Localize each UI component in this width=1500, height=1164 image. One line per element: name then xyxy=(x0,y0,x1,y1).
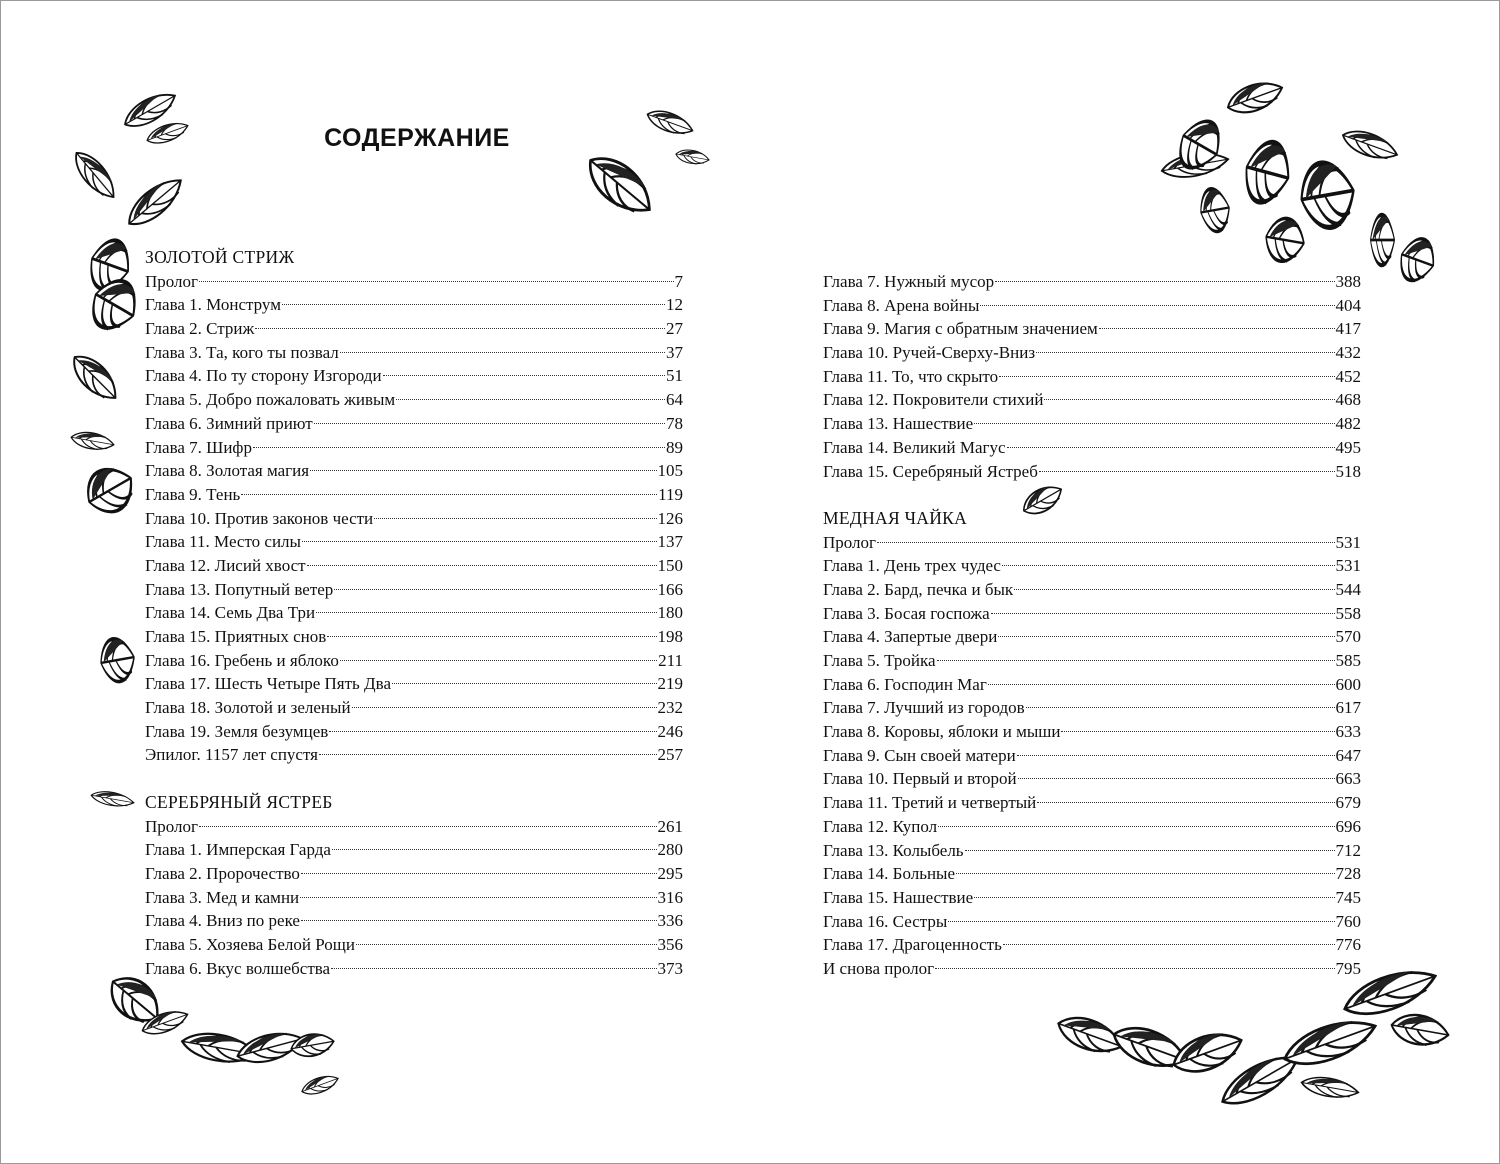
toc-entry xyxy=(823,886,1361,910)
dot-leader xyxy=(1037,802,1334,803)
entry-title: Глава 12. Купол xyxy=(823,816,938,836)
toc-entry xyxy=(823,649,1361,673)
entry-page-number: 373 xyxy=(657,958,683,978)
entry-page-number: 336 xyxy=(657,911,683,931)
entry-title: Пролог xyxy=(145,816,199,836)
dot-leader xyxy=(956,873,1334,874)
entry-title: Глава 11. Третий и четвертый xyxy=(823,793,1037,813)
toc-entry xyxy=(145,743,683,767)
toc-entry xyxy=(145,554,683,578)
toc-entry xyxy=(823,744,1361,768)
toc-entry xyxy=(145,957,683,981)
entry-page-number: 78 xyxy=(666,413,683,433)
entry-page-number: 246 xyxy=(657,721,683,741)
entry-title: Глава 1. Имперская Гарда xyxy=(145,840,331,860)
entry-title: Глава 11. Место силы xyxy=(145,532,301,552)
dot-leader xyxy=(329,731,656,732)
toc-entry xyxy=(823,910,1361,934)
entry-title: Глава 9. Сын своей матери xyxy=(823,745,1016,765)
dot-leader xyxy=(356,944,657,945)
entry-page-number: 617 xyxy=(1335,698,1361,718)
entry-page-number: 64 xyxy=(666,390,683,410)
entry-page-number: 316 xyxy=(657,887,683,907)
leaf-icon xyxy=(1370,205,1395,275)
entry-page-number: 570 xyxy=(1335,627,1361,647)
entry-page-number: 585 xyxy=(1335,651,1361,670)
dot-leader xyxy=(316,612,656,613)
entry-page-number: 776 xyxy=(1335,935,1361,955)
toc-entry xyxy=(823,767,1361,791)
entry-page-number: 180 xyxy=(657,603,683,623)
dot-leader xyxy=(310,470,656,471)
entry-title: Глава 6. Господин Маг xyxy=(823,674,987,694)
dot-leader xyxy=(1039,471,1335,472)
entry-title: Глава 5. Добро пожаловать живым xyxy=(145,390,396,410)
toc-right-column xyxy=(823,270,1361,981)
entry-title: Глава 9. Тень xyxy=(145,484,241,504)
entry-page-number: 495 xyxy=(1335,437,1361,457)
toc-entry xyxy=(823,412,1361,436)
dot-leader xyxy=(1026,707,1335,708)
dot-leader xyxy=(1044,399,1334,400)
entry-page-number: 7 xyxy=(674,271,683,291)
section-heading: ЗОЛОТОЙ СТРИЖ xyxy=(145,247,295,267)
entry-title: И снова пролог xyxy=(823,958,935,978)
dot-leader xyxy=(300,897,656,898)
entry-page-number: 600 xyxy=(1335,674,1361,694)
entry-title: Глава 7. Нужный мусор xyxy=(823,272,995,291)
toc-entry xyxy=(145,815,683,839)
entry-page-number: 105 xyxy=(657,461,683,481)
entry-title: Пролог xyxy=(145,271,199,291)
entry-title: Глава 3. Та, кого ты позвал xyxy=(145,342,339,362)
dot-leader xyxy=(999,376,1334,377)
entry-title: Глава 13. Колыбель xyxy=(823,840,964,860)
entry-title: Глава 7. Лучший из городов xyxy=(823,698,1025,718)
toc-entry xyxy=(823,673,1361,697)
dot-leader xyxy=(948,921,1334,922)
entry-page-number: 388 xyxy=(1335,272,1361,291)
toc-entry xyxy=(145,696,683,720)
entry-title: Глава 7. Шифр xyxy=(145,437,252,457)
entry-page-number: 219 xyxy=(657,674,683,694)
toc-entry xyxy=(823,720,1361,744)
toc-entry xyxy=(145,436,683,460)
entry-page-number: 51 xyxy=(666,366,683,386)
toc-entry xyxy=(145,317,683,341)
toc-entry xyxy=(145,388,683,412)
entry-page-number: 37 xyxy=(666,342,683,362)
entry-page-number: 663 xyxy=(1335,769,1361,789)
entry-page-number: 728 xyxy=(1335,864,1361,884)
toc-entry xyxy=(145,530,683,554)
toc-entry xyxy=(823,933,1361,957)
entry-page-number: 137 xyxy=(657,532,683,552)
entry-title: Глава 8. Коровы, яблоки и мыши xyxy=(823,722,1061,742)
entry-title: Глава 14. Семь Два Три xyxy=(145,603,316,623)
dot-leader xyxy=(980,305,1334,306)
entry-title: Глава 2. Стриж xyxy=(145,319,255,339)
toc-entry xyxy=(823,862,1361,886)
dot-leader xyxy=(301,873,657,874)
toc-entry xyxy=(145,341,683,365)
toc-entry xyxy=(145,625,683,649)
entry-page-number: 531 xyxy=(1335,556,1361,576)
dot-leader xyxy=(396,399,665,400)
entry-title: Глава 5. Тройка xyxy=(823,651,936,670)
toc-entry xyxy=(145,909,683,933)
toc-entry xyxy=(145,933,683,957)
entry-title: Глава 10. Ручей-Сверху-Вниз xyxy=(823,343,1036,363)
entry-title: Глава 3. Мед и камни xyxy=(145,887,300,907)
entry-page-number: 150 xyxy=(657,555,683,575)
dot-leader xyxy=(352,707,657,708)
toc-entry xyxy=(145,364,683,388)
entry-title: Эпилог. 1157 лет спустя xyxy=(145,745,318,765)
dot-leader xyxy=(374,518,656,519)
dot-leader xyxy=(995,281,1334,282)
entry-title: Глава 2. Бард, печка и бык xyxy=(823,579,1014,599)
entry-title: Глава 6. Вкус волшебства xyxy=(145,958,331,978)
entry-title: Глава 14. Больные xyxy=(823,864,956,884)
dot-leader xyxy=(1002,565,1335,566)
entry-page-number: 119 xyxy=(658,484,683,504)
toc-entry xyxy=(823,839,1361,863)
toc-entry xyxy=(823,578,1361,602)
section-heading: СЕРЕБРЯНЫЙ ЯСТРЕБ xyxy=(145,791,333,812)
dot-leader xyxy=(302,541,657,542)
dot-leader xyxy=(1007,447,1335,448)
toc-entry xyxy=(823,436,1361,460)
entry-page-number: 211 xyxy=(658,650,683,670)
entry-page-number: 257 xyxy=(657,745,683,765)
entry-title: Глава 1. День трех чудес xyxy=(823,556,1001,576)
entry-title: Пролог xyxy=(823,532,877,552)
dot-leader xyxy=(938,826,1334,827)
entry-title: Глава 8. Арена войны xyxy=(823,295,980,315)
dot-leader xyxy=(340,352,665,353)
entry-page-number: 696 xyxy=(1335,816,1361,836)
toc-entry xyxy=(823,270,1361,294)
section-heading: МЕДНАЯ ЧАЙКА xyxy=(823,507,968,528)
dot-leader xyxy=(314,423,665,424)
dot-leader xyxy=(988,684,1335,685)
dot-leader xyxy=(1018,778,1335,779)
entry-title: Глава 18. Золотой и зеленый xyxy=(145,698,351,718)
dot-leader xyxy=(1003,944,1335,945)
toc-entry xyxy=(823,317,1361,341)
toc-entry xyxy=(145,578,683,602)
entry-page-number: 468 xyxy=(1335,390,1361,410)
dot-leader xyxy=(974,897,1334,898)
dot-leader xyxy=(319,754,657,755)
entry-page-number: 647 xyxy=(1335,745,1361,765)
entry-title: Глава 8. Золотая магия xyxy=(145,461,310,481)
toc-entry xyxy=(823,294,1361,318)
entry-page-number: 198 xyxy=(657,627,683,646)
entry-page-number: 295 xyxy=(657,863,683,883)
entry-page-number: 452 xyxy=(1335,366,1361,386)
toc-entry xyxy=(823,625,1361,649)
entry-title: Глава 16. Сестры xyxy=(823,911,948,931)
toc-entry xyxy=(823,531,1361,555)
dot-leader xyxy=(877,542,1334,543)
toc-entry xyxy=(823,554,1361,578)
entry-title: Глава 9. Магия с обратным значением xyxy=(823,319,1098,339)
toc-entry xyxy=(145,720,683,744)
entry-page-number: 89 xyxy=(666,437,683,457)
toc-entry xyxy=(145,270,683,294)
entry-title: Глава 15. Нашествие xyxy=(823,887,974,907)
toc-entry xyxy=(145,649,683,673)
dot-leader xyxy=(241,494,657,495)
dot-leader xyxy=(1036,352,1334,353)
entry-page-number: 232 xyxy=(657,698,683,718)
entry-title: Глава 6. Зимний приют xyxy=(145,413,313,433)
entry-title: Глава 17. Драгоценность xyxy=(823,935,1002,955)
toc-entry xyxy=(823,365,1361,389)
entry-title: Глава 4. Запертые двери xyxy=(823,627,998,647)
dot-leader xyxy=(1061,731,1334,732)
dot-leader xyxy=(965,850,1335,851)
dot-leader xyxy=(301,920,657,921)
entry-page-number: 261 xyxy=(657,816,683,836)
dot-leader xyxy=(392,683,657,684)
entry-page-number: 166 xyxy=(657,579,683,599)
dot-leader xyxy=(334,589,656,590)
dot-leader xyxy=(331,968,656,969)
toc-entry xyxy=(145,293,683,317)
entry-title: Глава 15. Серебряный Ястреб xyxy=(823,461,1038,481)
entry-page-number: 558 xyxy=(1335,603,1361,623)
dot-leader xyxy=(255,328,665,329)
entry-page-number: 531 xyxy=(1335,532,1361,552)
dot-leader xyxy=(282,304,665,305)
entry-page-number: 712 xyxy=(1335,840,1361,860)
dot-leader xyxy=(1017,755,1335,756)
toc-entry xyxy=(145,483,683,507)
entry-page-number: 126 xyxy=(657,508,683,528)
entry-title: Глава 2. Пророчество xyxy=(145,863,300,883)
entry-page-number: 679 xyxy=(1335,793,1361,813)
entry-page-number: 482 xyxy=(1335,414,1361,434)
entry-title: Глава 13. Попутный ветер xyxy=(145,579,334,599)
toc-entry xyxy=(823,460,1361,484)
toc-entry xyxy=(145,862,683,886)
page-title: СОДЕРЖАНИЕ xyxy=(324,124,510,152)
dot-leader xyxy=(1014,589,1334,590)
entry-title: Глава 15. Приятных снов xyxy=(145,627,327,646)
entry-page-number: 795 xyxy=(1335,958,1361,978)
entry-title: Глава 12. Покровители стихий xyxy=(823,390,1044,410)
entry-title: Глава 17. Шесть Четыре Пять Два xyxy=(145,674,391,694)
dot-leader xyxy=(327,636,656,637)
toc-entry xyxy=(145,672,683,696)
entry-page-number: 404 xyxy=(1335,295,1361,315)
entry-page-number: 518 xyxy=(1335,461,1361,481)
dot-leader xyxy=(253,447,665,448)
toc-entry xyxy=(823,815,1361,839)
entry-title: Глава 14. Великий Магус xyxy=(823,437,1006,457)
entry-page-number: 633 xyxy=(1335,722,1361,742)
entry-title: Глава 10. Против законов чести xyxy=(145,508,374,528)
toc-entry xyxy=(145,507,683,531)
dot-leader xyxy=(991,613,1335,614)
toc-entry xyxy=(823,957,1361,981)
entry-page-number: 417 xyxy=(1335,319,1361,339)
toc-entry xyxy=(145,459,683,483)
entry-title: Глава 11. То, что скрыто xyxy=(823,366,999,386)
toc-entry xyxy=(823,602,1361,626)
entry-title: Глава 10. Первый и второй xyxy=(823,769,1017,789)
dot-leader xyxy=(937,660,1335,661)
toc-entry xyxy=(145,601,683,625)
entry-title: Глава 12. Лисий хвост xyxy=(145,555,306,575)
toc-left-column xyxy=(145,246,683,980)
dot-leader xyxy=(340,660,657,661)
dot-leader xyxy=(974,423,1334,424)
dot-leader xyxy=(307,565,657,566)
toc-entry xyxy=(145,886,683,910)
toc-entry xyxy=(823,791,1361,815)
entry-title: Глава 19. Земля безумцев xyxy=(145,721,329,741)
entry-title: Глава 4. По ту сторону Изгороди xyxy=(145,366,382,386)
dot-leader xyxy=(199,281,673,282)
dot-leader xyxy=(935,968,1334,969)
entry-title: Глава 13. Нашествие xyxy=(823,414,974,434)
entry-page-number: 12 xyxy=(666,295,683,315)
dot-leader xyxy=(199,826,656,827)
section-gap xyxy=(823,483,1361,507)
toc-entry xyxy=(823,388,1361,412)
dot-leader xyxy=(998,636,1334,637)
toc-entry xyxy=(823,696,1361,720)
entry-page-number: 432 xyxy=(1335,343,1361,363)
entry-page-number: 356 xyxy=(657,934,683,954)
dot-leader xyxy=(1099,328,1335,329)
dot-leader xyxy=(383,375,665,376)
entry-page-number: 544 xyxy=(1335,579,1361,599)
section-gap xyxy=(145,767,683,791)
toc-entry xyxy=(145,412,683,436)
toc-entry xyxy=(145,838,683,862)
entry-title: Глава 4. Вниз по реке xyxy=(145,911,300,931)
entry-title: Глава 1. Монструм xyxy=(145,295,281,315)
entry-page-number: 760 xyxy=(1335,911,1361,931)
dot-leader xyxy=(332,849,657,850)
entry-title: Глава 3. Босая госпожа xyxy=(823,603,990,623)
entry-title: Глава 16. Гребень и яблоко xyxy=(145,650,339,670)
entry-page-number: 280 xyxy=(657,840,683,860)
toc-entry xyxy=(823,341,1361,365)
entry-title: Глава 5. Хозяева Белой Рощи xyxy=(145,934,355,954)
entry-page-number: 27 xyxy=(666,319,683,339)
entry-page-number: 745 xyxy=(1335,887,1361,907)
